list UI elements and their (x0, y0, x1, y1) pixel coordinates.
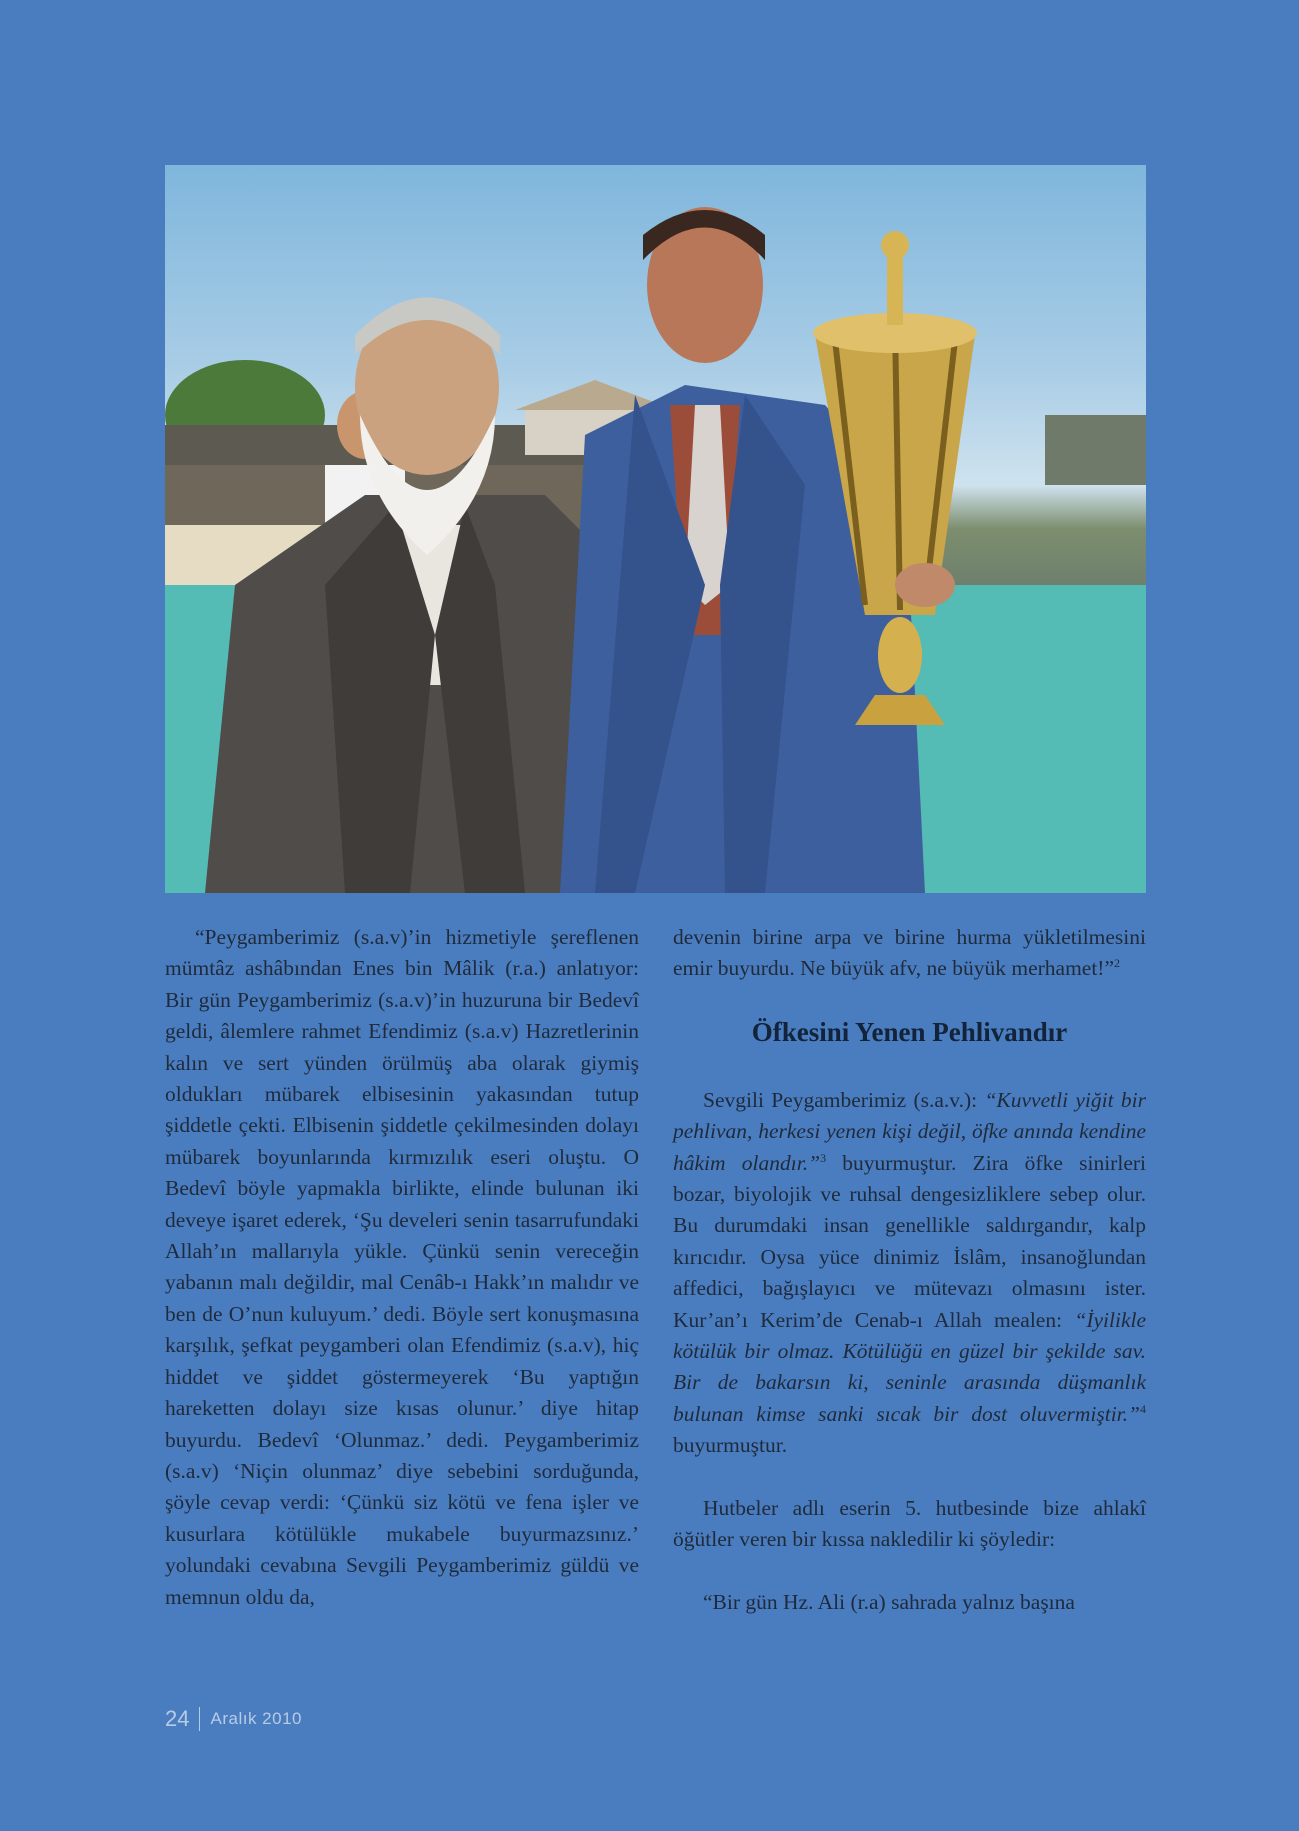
body-paragraph-hadith: “Peygamberimiz (s.a.v)’in hizmetiyle şereflenen mümtâz ashâbından Enes bin Mâlik (r.a.) anlatıyor: Bir gün Peygamberimiz (s.a.v)’in huzuruna bir Bedevî geldi, âlemlere rahmet Efendimiz (s.a.v) Hazretlerinin kalın ve sert yünden örülmüş aba olarak giymiş oldukları mübarek elbisesinin yakasından tutup şiddetle çekti. Elbisenin şiddetle çekilmesinden dolayı mübarek boyunlarında kırmızılık eseri oluştu. O Bedevî böyle yapmakla birlikte, elinde bulunan iki deveye işaret ederek, ‘Şu develeri senin tasarrufundaki Allah’ın mallarıyla yükle. Çünkü senin vereceğin yabanın malı değildir, mal Cenâb-ı Hakk’ın malıdır ve ben de O’nun kuluyum.’ dedi. Böyle sert konuşmasına karşılık, şefkat peygamberi olan Efendimiz (s.a.v), hiç hiddet ve şiddet göstermeyerek ‘Bu yaptığın hareketten dolayı size kısas olunur.’ diye hitap buyurdu. Bedevî ‘Olunmaz.’ dedi. Peygamberimiz (s.a.v) ‘Niçin olunmaz’ diye sebebini sorduğunda, şöyle cevap verdi: ‘Çünkü siz kötü ve fena işler ve kusurlara kötülükle mukabele buyurmazsınız.’ yolundaki cevabına Sevgili Peygamberimiz güldü ve memnun oldu da, (165, 925, 639, 1609)
page-number: 24 (165, 1706, 190, 1731)
paragraph-middle: buyurmuştur. Zira öfke sinirleri bozar, biyolojik ve ruhsal dengesizliklere sebep olur. Bu durumdaki insan genellikle saldırgandır, kalp kırıcıdır. Oysa yüce dinimiz İslâm, insanoğlundan affedici, bağışlayıcı ve mütevazı olmasını ister. Kur’an’ı Kerim’de Cenab-ı Allah mealen: (673, 1150, 1146, 1332)
paragraph-lead: Sevgili Peygamberimiz (s.a.v.): (703, 1087, 985, 1112)
continuation-text: devenin birine arpa ve birine hurma yükletilmesini emir buyurdu. Ne büyük afv, ne büyük merhamet!” (673, 925, 1146, 981)
verse-quote: “İyilikle kötülük bir olmaz. Kötülüğü en güzel bir şekilde sav. Bir de bakarsın ki, seninle arasında düşmanlık bulunan kimse sanki sıcak bir dost oluvermiştir.” (673, 1307, 1146, 1426)
section-heading: Öfkesini Yenen Pehlivandır (751, 1016, 1068, 1047)
footer-divider (199, 1707, 200, 1731)
photo-two-men-with-trophy (165, 165, 1146, 893)
right-column (673, 922, 1146, 1618)
footnote-marker: 3 (820, 1150, 827, 1165)
body-paragraph-anger (673, 1085, 1146, 1462)
page-footer (165, 1706, 302, 1732)
body-paragraph-story: “Bir gün Hz. Ali (r.a) sahrada yalnız başına (703, 1589, 1075, 1614)
photo-illustration (165, 165, 1146, 893)
hadith-quote: “Kuvvetli yiğit bir pehlivan, herkesi yenen kişi değil, öfke anında kendine hâkim olandır.” (673, 1087, 1146, 1175)
footnote-marker: 4 (1140, 1401, 1146, 1416)
paragraph-end: buyurmuştur. (673, 1433, 788, 1458)
footnote-marker: 2 (1114, 956, 1121, 971)
issue-date: Aralık 2010 (210, 1709, 302, 1728)
left-column (165, 922, 639, 1613)
body-paragraph-continuation (673, 922, 1146, 985)
body-paragraph-hutbeler: Hutbeler adlı eserin 5. hutbesinde bize ahlakî öğütler veren bir kıssa nakledilir ki şöyledir: (673, 1495, 1146, 1552)
